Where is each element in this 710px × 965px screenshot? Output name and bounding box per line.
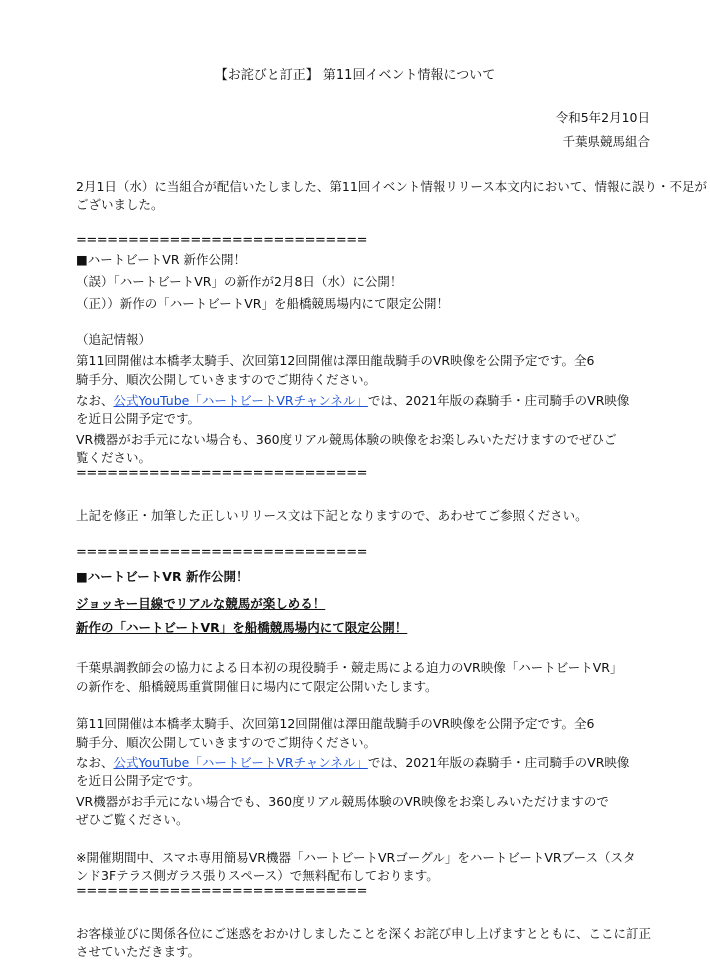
additional-line-3-pre: なお、: [76, 393, 114, 408]
closing-line-1: お客様並びに関係各位にご迷惑をおかけしましたことを深くお詫び申し上げますとともに、ここに訂正: [76, 926, 652, 941]
additional-label: （追記情報）: [76, 332, 152, 347]
release-youtube-channel-link[interactable]: 公式YouTube「ハートビートVRチャンネル」: [113, 755, 368, 770]
separator-2: ============================: [76, 466, 367, 481]
release-p3-line-1: ※開催期間中、スマホ専用簡易VR機器「ハートビートVRゴーグル」をハートビートVRブース（スタ: [76, 850, 636, 865]
release-p2-line-3: [76, 757, 629, 770]
separator-4: ============================: [76, 884, 367, 899]
release-p1-line-1: 千葉県調教師会の協力による日本初の現役騎手・競走馬による迫力のVR映像「ハートビートVR」: [76, 660, 623, 675]
release-p2-line-1: 第11回開催は本橋孝太騎手、次回第12回開催は澤田龍哉騎手のVR映像を公開予定です。全6: [76, 716, 595, 731]
intro-line-1: 2月1日（水）に当組合が配信いたしました、第11回イベント情報リリース本文内において、情報に誤り・不足が: [76, 179, 707, 194]
errata-heading: ■ハートビートVR 新作公開！: [76, 252, 247, 267]
release-p1-line-2: の新作を、船橋競馬重賞開催日に場内にて限定公開いたします。: [76, 679, 438, 694]
youtube-channel-link[interactable]: 公式YouTube「ハートビートVRチャンネル」: [113, 393, 368, 408]
document-title: 【お詫びと訂正】 第11回イベント情報について: [214, 68, 496, 83]
release-subheading-2: 新作の「ハートビートVR」を船橋競馬場内にて限定公開！: [76, 620, 408, 635]
release-p2-line-6: ぜひご覧ください。: [76, 812, 189, 827]
issuer-name: 千葉県競馬組合: [562, 134, 650, 149]
release-p3-line-2: ンド3Fテラス側ガラス張りスペース）で無料配布しております。: [76, 868, 439, 883]
separator-3: ============================: [76, 545, 367, 560]
release-subheading-1: ジョッキー目線でリアルな競馬が楽しめる！: [76, 596, 326, 611]
additional-line-4: を近日公開予定です。: [76, 411, 201, 426]
issue-date: 令和5年2月10日: [555, 110, 650, 125]
release-p2-line-4: を近日公開予定です。: [76, 773, 201, 788]
release-heading: ■ハートビートVR 新作公開！: [76, 569, 249, 584]
errata-wrong: （誤）「ハートビートVR」の新作が2月8日（水）に公開！: [76, 274, 403, 289]
errata-right: （正））新作の「ハートビートVR」を船橋競馬場内にて限定公開！: [76, 296, 449, 311]
additional-line-3: [76, 395, 629, 408]
correction-note: 上記を修正・加筆した正しいリリース文は下記となりますので、あわせてご参照ください。: [76, 508, 588, 523]
closing-line-2: させていただきます。: [76, 944, 201, 959]
release-p2-line-3-pre: なお、: [76, 755, 114, 770]
separator-1: ============================: [76, 233, 367, 248]
release-p2-line-3-post: では、2021年版の森騎手・庄司騎手のVR映像: [367, 755, 630, 770]
additional-line-6: 覧ください。: [76, 450, 152, 465]
release-p2-line-2: 騎手分、順次公開していきますのでご期待ください。: [76, 735, 377, 750]
additional-line-1: 第11回開催は本橋孝太騎手、次回第12回開催は澤田龍哉騎手のVR映像を公開予定です。全6: [76, 353, 595, 368]
intro-line-2: ございました。: [76, 197, 164, 212]
additional-line-2: 騎手分、順次公開していきますのでご期待ください。: [76, 372, 377, 387]
additional-line-5: VR機器がお手元にない場合も、360度リアル競馬体験の映像をお楽しみいただけますのでぜひご: [76, 432, 617, 447]
additional-line-3-post: では、2021年版の森騎手・庄司騎手のVR映像: [367, 393, 630, 408]
release-p2-line-5: VR機器がお手元にない場合でも、360度リアル競馬体験のVR映像をお楽しみいただけますので: [76, 794, 609, 809]
